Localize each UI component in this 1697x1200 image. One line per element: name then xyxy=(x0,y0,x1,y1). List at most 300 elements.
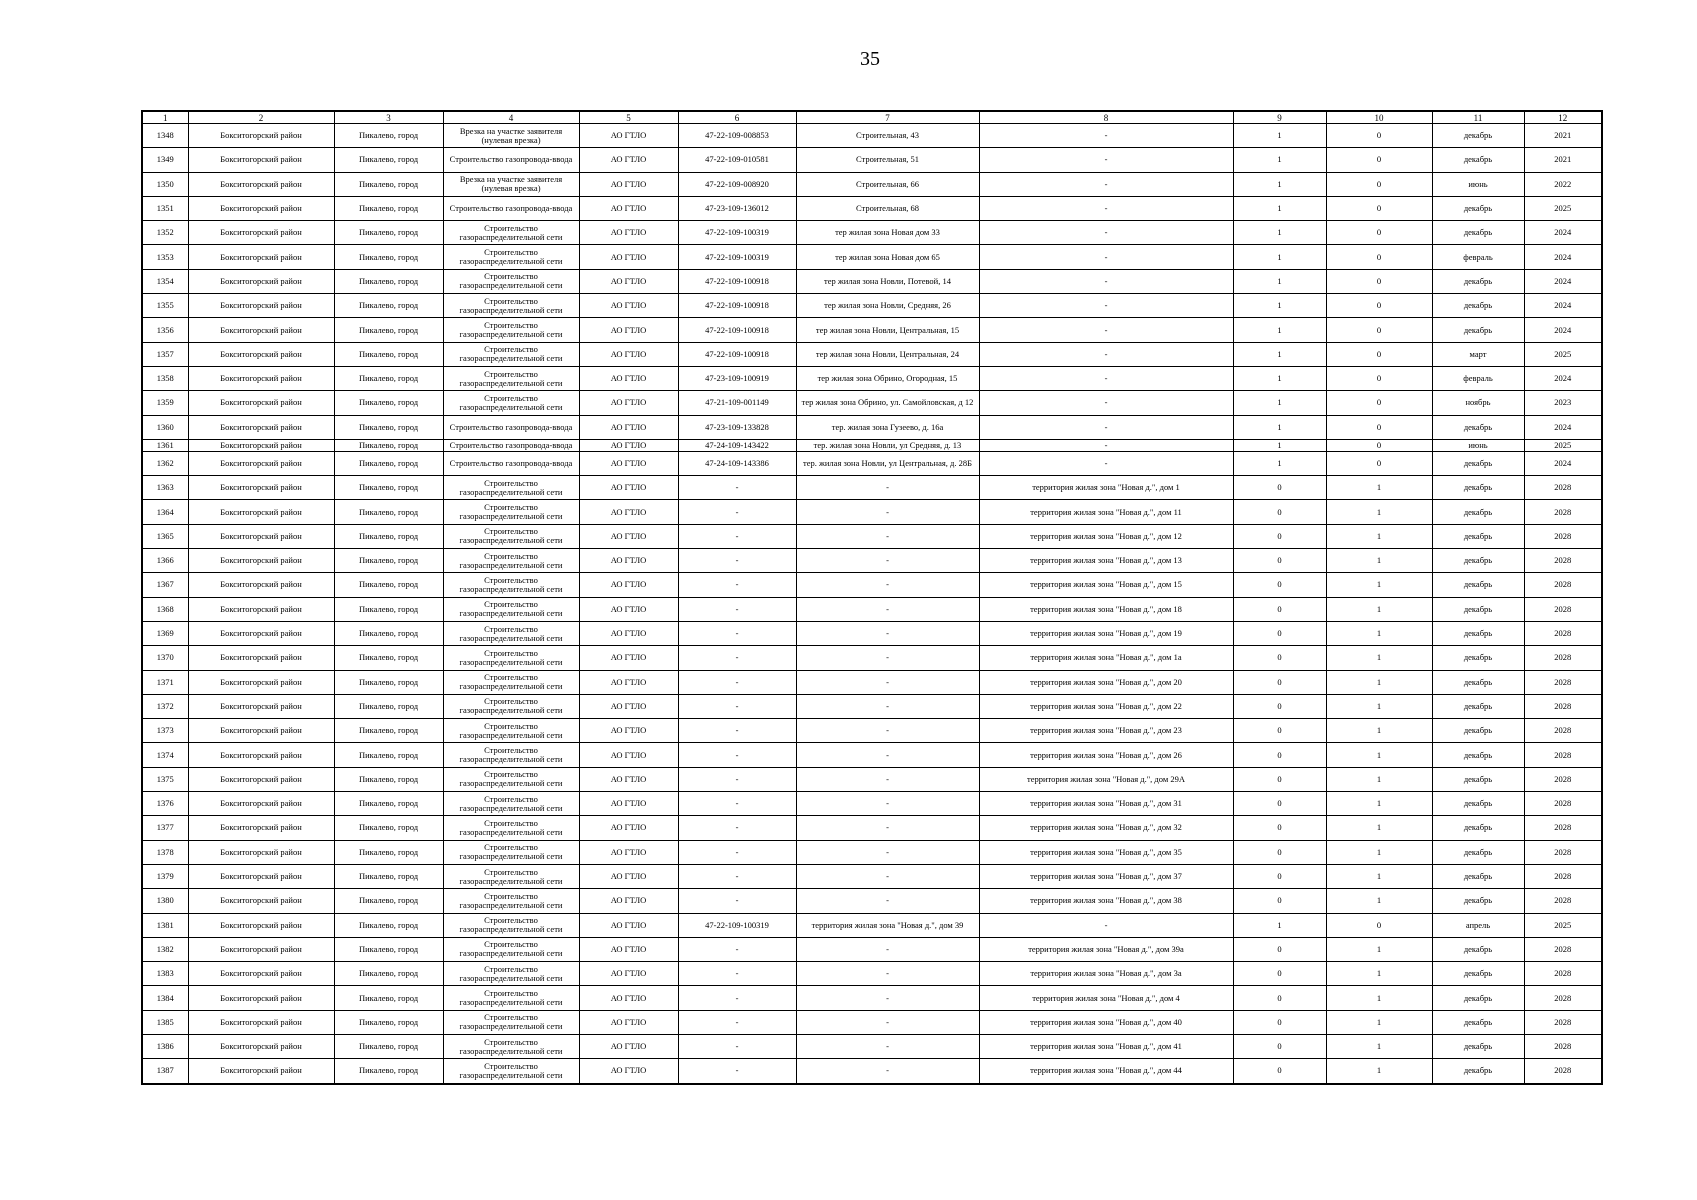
table-cell: территория жилая зона "Новая д.", дом 11 xyxy=(979,500,1233,524)
table-cell: март xyxy=(1432,342,1524,366)
table-cell: Пикалево, город xyxy=(334,366,443,390)
table-cell: 1 xyxy=(1326,597,1432,621)
table-cell: АО ГТЛО xyxy=(579,500,678,524)
table-cell: 0 xyxy=(1326,124,1432,148)
table-cell: июнь xyxy=(1432,439,1524,451)
table-cell: декабрь xyxy=(1432,864,1524,888)
table-cell: 1 xyxy=(1233,391,1326,415)
table-cell: Строительство газораспределительной сети xyxy=(443,1034,579,1058)
table-cell: 0 xyxy=(1233,597,1326,621)
table-cell: 2028 xyxy=(1524,500,1602,524)
table-cell: 1354 xyxy=(142,269,188,293)
table-cell: АО ГТЛО xyxy=(579,1059,678,1084)
table-cell: 1 xyxy=(1326,573,1432,597)
table-cell: 2028 xyxy=(1524,743,1602,767)
table-cell: 1383 xyxy=(142,962,188,986)
table-row xyxy=(142,524,1602,548)
table-cell: территория жилая зона "Новая д.", дом 37 xyxy=(979,864,1233,888)
table-cell: - xyxy=(678,549,796,573)
table-cell: 1 xyxy=(1326,1010,1432,1034)
table-cell: 2028 xyxy=(1524,524,1602,548)
table-cell: 1385 xyxy=(142,1010,188,1034)
table-cell: Бокситогорский район xyxy=(188,1034,334,1058)
column-header: 7 xyxy=(796,111,979,124)
table-cell: 1379 xyxy=(142,864,188,888)
table-cell: - xyxy=(678,670,796,694)
table-cell: территория жилая зона "Новая д.", дом 13 xyxy=(979,549,1233,573)
table-cell: Пикалево, город xyxy=(334,391,443,415)
table-row xyxy=(142,148,1602,172)
table-cell: декабрь xyxy=(1432,1010,1524,1034)
table-cell: 47-24-109-143386 xyxy=(678,451,796,475)
table-cell: 2028 xyxy=(1524,986,1602,1010)
table-cell: 1 xyxy=(1233,172,1326,196)
table-cell: 47-22-109-100918 xyxy=(678,269,796,293)
table-cell: 2025 xyxy=(1524,913,1602,937)
table-cell: 1 xyxy=(1326,1059,1432,1084)
table-cell: - xyxy=(678,986,796,1010)
table-cell: - xyxy=(678,962,796,986)
table-cell: ноябрь xyxy=(1432,391,1524,415)
table-cell: 2024 xyxy=(1524,245,1602,269)
table-header xyxy=(142,111,1602,124)
table-cell: АО ГТЛО xyxy=(579,621,678,645)
table-cell: декабрь xyxy=(1432,524,1524,548)
table-cell: Бокситогорский район xyxy=(188,864,334,888)
table-cell: АО ГТЛО xyxy=(579,694,678,718)
table-cell: АО ГТЛО xyxy=(579,889,678,913)
column-header: 9 xyxy=(1233,111,1326,124)
table-cell: АО ГТЛО xyxy=(579,719,678,743)
table-cell: 2025 xyxy=(1524,342,1602,366)
table-cell: Строительство газораспределительной сети xyxy=(443,840,579,864)
table-cell: 2028 xyxy=(1524,476,1602,500)
table-cell: 1 xyxy=(1326,549,1432,573)
table-cell: - xyxy=(678,840,796,864)
table-cell: 0 xyxy=(1233,743,1326,767)
table-cell: Строительство газораспределительной сети xyxy=(443,573,579,597)
table-cell: декабрь xyxy=(1432,294,1524,318)
table-row xyxy=(142,549,1602,573)
table-cell: Строительство газораспределительной сети xyxy=(443,986,579,1010)
table-cell: - xyxy=(979,439,1233,451)
table-cell: АО ГТЛО xyxy=(579,124,678,148)
table-cell: 47-23-109-136012 xyxy=(678,196,796,220)
table-cell: 1 xyxy=(1233,318,1326,342)
table-cell: - xyxy=(678,864,796,888)
table-body xyxy=(142,124,1602,1084)
table-cell: АО ГТЛО xyxy=(579,415,678,439)
table-cell: - xyxy=(678,597,796,621)
table-cell: 2028 xyxy=(1524,767,1602,791)
table-cell: территория жилая зона "Новая д.", дом 41 xyxy=(979,1034,1233,1058)
table-cell: 47-24-109-143422 xyxy=(678,439,796,451)
table-cell: 0 xyxy=(1233,1034,1326,1058)
table-cell: декабрь xyxy=(1432,767,1524,791)
table-cell: 1367 xyxy=(142,573,188,597)
table-cell: территория жилая зона "Новая д.", дом 32 xyxy=(979,816,1233,840)
table-cell: 2028 xyxy=(1524,840,1602,864)
table-row xyxy=(142,816,1602,840)
table-cell: 0 xyxy=(1233,500,1326,524)
table-cell: 0 xyxy=(1326,221,1432,245)
table-cell: Пикалево, город xyxy=(334,840,443,864)
table-row xyxy=(142,864,1602,888)
table-row xyxy=(142,621,1602,645)
table-cell: 1361 xyxy=(142,439,188,451)
table-cell: Строительство газораспределительной сети xyxy=(443,816,579,840)
table-row xyxy=(142,719,1602,743)
table-cell: 1350 xyxy=(142,172,188,196)
table-cell: 1371 xyxy=(142,670,188,694)
table-cell: - xyxy=(678,694,796,718)
table-cell: Строительство газораспределительной сети xyxy=(443,646,579,670)
table-cell: - xyxy=(796,1059,979,1084)
table-cell: 0 xyxy=(1326,415,1432,439)
table-cell: - xyxy=(979,269,1233,293)
table-cell: 0 xyxy=(1233,1010,1326,1034)
table-cell: 0 xyxy=(1326,294,1432,318)
table-cell: Пикалево, город xyxy=(334,913,443,937)
table-cell: 2021 xyxy=(1524,148,1602,172)
table-cell: декабрь xyxy=(1432,621,1524,645)
table-cell: Бокситогорский район xyxy=(188,415,334,439)
table-cell: Бокситогорский район xyxy=(188,840,334,864)
table-cell: - xyxy=(979,451,1233,475)
table-cell: Строительство газопровода-ввода xyxy=(443,148,579,172)
table-cell: Строительная, 66 xyxy=(796,172,979,196)
table-cell: Строительство газораспределительной сети xyxy=(443,962,579,986)
table-cell: АО ГТЛО xyxy=(579,646,678,670)
table-cell: апрель xyxy=(1432,913,1524,937)
table-cell: Пикалево, город xyxy=(334,962,443,986)
table-cell: Врезка на участке заявителя (нулевая врезка) xyxy=(443,124,579,148)
table-cell: 1348 xyxy=(142,124,188,148)
table-cell: Бокситогорский район xyxy=(188,694,334,718)
table-cell: 2028 xyxy=(1524,1010,1602,1034)
table-row xyxy=(142,221,1602,245)
table-cell: 1 xyxy=(1326,937,1432,961)
table-cell: - xyxy=(979,913,1233,937)
table-cell: 1 xyxy=(1233,342,1326,366)
table-cell: - xyxy=(678,719,796,743)
table-cell: Строительство газораспределительной сети xyxy=(443,245,579,269)
table-cell: тер жилая зона Новли, Центральная, 24 xyxy=(796,342,979,366)
table-cell: Пикалево, город xyxy=(334,500,443,524)
table-cell: - xyxy=(678,524,796,548)
table-row xyxy=(142,500,1602,524)
table-cell: - xyxy=(796,549,979,573)
table-cell: Строительство газораспределительной сети xyxy=(443,500,579,524)
table-cell: - xyxy=(796,816,979,840)
table-cell: - xyxy=(796,986,979,1010)
table-cell: 1363 xyxy=(142,476,188,500)
table-cell: АО ГТЛО xyxy=(579,342,678,366)
table-cell: Бокситогорский район xyxy=(188,342,334,366)
table-cell: Бокситогорский район xyxy=(188,621,334,645)
table-cell: АО ГТЛО xyxy=(579,767,678,791)
table-cell: Строительство газораспределительной сети xyxy=(443,342,579,366)
table-cell: Бокситогорский район xyxy=(188,549,334,573)
table-cell: территория жилая зона "Новая д.", дом 29А xyxy=(979,767,1233,791)
table-row xyxy=(142,573,1602,597)
table-cell: Строительство газопровода-ввода xyxy=(443,451,579,475)
table-cell: 1366 xyxy=(142,549,188,573)
table-row xyxy=(142,840,1602,864)
table-cell: АО ГТЛО xyxy=(579,439,678,451)
table-cell: декабрь xyxy=(1432,840,1524,864)
table-cell: Пикалево, город xyxy=(334,719,443,743)
table-cell: 1 xyxy=(1326,500,1432,524)
table-cell: 1 xyxy=(1326,670,1432,694)
table-cell: - xyxy=(796,573,979,597)
table-cell: Бокситогорский район xyxy=(188,1059,334,1084)
column-header: 3 xyxy=(334,111,443,124)
table-cell: тер жилая зона Новая дом 65 xyxy=(796,245,979,269)
table-cell: Строительная, 68 xyxy=(796,196,979,220)
table-cell: Пикалево, город xyxy=(334,294,443,318)
table-cell: 47-21-109-001149 xyxy=(678,391,796,415)
table-row xyxy=(142,124,1602,148)
column-header: 10 xyxy=(1326,111,1432,124)
table-cell: АО ГТЛО xyxy=(579,670,678,694)
table-cell: 1382 xyxy=(142,937,188,961)
table-cell: 2024 xyxy=(1524,294,1602,318)
table-cell: декабрь xyxy=(1432,318,1524,342)
table-cell: Пикалево, город xyxy=(334,1059,443,1084)
table-cell: - xyxy=(979,318,1233,342)
column-header: 11 xyxy=(1432,111,1524,124)
table-cell: 1 xyxy=(1326,1034,1432,1058)
table-cell: 2023 xyxy=(1524,391,1602,415)
table-cell: - xyxy=(678,937,796,961)
table-cell: - xyxy=(979,221,1233,245)
table-cell: 0 xyxy=(1233,549,1326,573)
table-cell: 1359 xyxy=(142,391,188,415)
table-cell: территория жилая зона "Новая д.", дом 15 xyxy=(979,573,1233,597)
table-row xyxy=(142,1010,1602,1034)
table-cell: Бокситогорский район xyxy=(188,646,334,670)
table-cell: Пикалево, город xyxy=(334,476,443,500)
table-cell: Пикалево, город xyxy=(334,124,443,148)
table-cell: Пикалево, город xyxy=(334,864,443,888)
page-number: 35 xyxy=(860,48,880,70)
table-row xyxy=(142,391,1602,415)
table-cell: АО ГТЛО xyxy=(579,524,678,548)
table-cell: - xyxy=(796,840,979,864)
table-cell: Бокситогорский район xyxy=(188,937,334,961)
table-cell: декабрь xyxy=(1432,573,1524,597)
table-cell: 1 xyxy=(1326,743,1432,767)
table-cell: 2028 xyxy=(1524,719,1602,743)
table-cell: - xyxy=(678,573,796,597)
table-cell: декабрь xyxy=(1432,694,1524,718)
table-cell: АО ГТЛО xyxy=(579,1010,678,1034)
table-cell: 1 xyxy=(1233,124,1326,148)
table-cell: 2024 xyxy=(1524,366,1602,390)
table-cell: Бокситогорский район xyxy=(188,986,334,1010)
table-cell: декабрь xyxy=(1432,962,1524,986)
table-cell: 1365 xyxy=(142,524,188,548)
table-cell: 47-22-109-100918 xyxy=(678,342,796,366)
table-cell: 0 xyxy=(1233,792,1326,816)
table-cell: декабрь xyxy=(1432,816,1524,840)
table-cell: Пикалево, город xyxy=(334,937,443,961)
table-cell: 0 xyxy=(1326,391,1432,415)
table-cell: тер жилая зона Новли, Центральная, 15 xyxy=(796,318,979,342)
table-cell: Бокситогорский район xyxy=(188,500,334,524)
column-header: 8 xyxy=(979,111,1233,124)
table-cell: Строительство газораспределительной сети xyxy=(443,913,579,937)
table-cell: декабрь xyxy=(1432,269,1524,293)
table-cell: декабрь xyxy=(1432,743,1524,767)
table-cell: 1368 xyxy=(142,597,188,621)
table-cell: Бокситогорский район xyxy=(188,743,334,767)
table-row xyxy=(142,694,1602,718)
table-cell: 2028 xyxy=(1524,792,1602,816)
table-row xyxy=(142,962,1602,986)
table-cell: 0 xyxy=(1326,342,1432,366)
table-cell: Строительство газораспределительной сети xyxy=(443,719,579,743)
table-cell: Бокситогорский район xyxy=(188,889,334,913)
table-cell: 2025 xyxy=(1524,196,1602,220)
table-cell: - xyxy=(678,646,796,670)
table-cell: Бокситогорский район xyxy=(188,573,334,597)
table-cell: 1356 xyxy=(142,318,188,342)
table-cell: - xyxy=(979,342,1233,366)
table-cell: Бокситогорский район xyxy=(188,245,334,269)
table-cell: Бокситогорский район xyxy=(188,221,334,245)
table-cell: 1364 xyxy=(142,500,188,524)
table-cell: декабрь xyxy=(1432,415,1524,439)
table-cell: декабрь xyxy=(1432,937,1524,961)
table-cell: декабрь xyxy=(1432,148,1524,172)
table-cell: АО ГТЛО xyxy=(579,172,678,196)
table-cell: Пикалево, город xyxy=(334,889,443,913)
table-cell: 1372 xyxy=(142,694,188,718)
table-row xyxy=(142,366,1602,390)
table-cell: 1 xyxy=(1233,913,1326,937)
table-cell: тер. жилая зона Гузеево, д. 16а xyxy=(796,415,979,439)
table-cell: 47-22-109-010581 xyxy=(678,148,796,172)
table-cell: 0 xyxy=(1326,148,1432,172)
table-cell: АО ГТЛО xyxy=(579,318,678,342)
table-cell: 1374 xyxy=(142,743,188,767)
table-cell: декабрь xyxy=(1432,221,1524,245)
table-cell: Строительство газораспределительной сети xyxy=(443,792,579,816)
table-cell: - xyxy=(796,767,979,791)
table-row xyxy=(142,342,1602,366)
table-cell: 0 xyxy=(1326,269,1432,293)
table-cell: Строительство газораспределительной сети xyxy=(443,318,579,342)
table-cell: 0 xyxy=(1233,694,1326,718)
table-cell: - xyxy=(678,621,796,645)
table-cell: АО ГТЛО xyxy=(579,1034,678,1058)
table-cell: - xyxy=(979,148,1233,172)
table-row xyxy=(142,792,1602,816)
table-cell: Пикалево, город xyxy=(334,196,443,220)
table-cell: тер жилая зона Новая дом 33 xyxy=(796,221,979,245)
table-cell: 0 xyxy=(1233,524,1326,548)
table-cell: 1373 xyxy=(142,719,188,743)
table-cell: АО ГТЛО xyxy=(579,549,678,573)
table-cell: 1351 xyxy=(142,196,188,220)
table-cell: Врезка на участке заявителя (нулевая врезка) xyxy=(443,172,579,196)
table-row xyxy=(142,1034,1602,1058)
table-cell: территория жилая зона "Новая д.", дом 26 xyxy=(979,743,1233,767)
table-cell: 1 xyxy=(1233,366,1326,390)
table-cell: АО ГТЛО xyxy=(579,937,678,961)
table-cell: Пикалево, город xyxy=(334,549,443,573)
table-cell: Строительство газораспределительной сети xyxy=(443,294,579,318)
table-cell: 1349 xyxy=(142,148,188,172)
table-cell: Строительство газораспределительной сети xyxy=(443,767,579,791)
table-cell: 2028 xyxy=(1524,1059,1602,1084)
table-cell: 0 xyxy=(1326,913,1432,937)
table-cell: АО ГТЛО xyxy=(579,913,678,937)
table-cell: 0 xyxy=(1326,245,1432,269)
table-cell: территория жилая зона "Новая д.", дом 40 xyxy=(979,1010,1233,1034)
table-cell: 2028 xyxy=(1524,937,1602,961)
table-cell: территория жилая зона "Новая д.", дом 39 xyxy=(796,913,979,937)
table-cell: - xyxy=(678,792,796,816)
table-cell: АО ГТЛО xyxy=(579,221,678,245)
table-cell: декабрь xyxy=(1432,1059,1524,1084)
table-cell: Бокситогорский район xyxy=(188,476,334,500)
table-cell: АО ГТЛО xyxy=(579,148,678,172)
column-header: 12 xyxy=(1524,111,1602,124)
table-cell: Бокситогорский район xyxy=(188,294,334,318)
table-cell: 2024 xyxy=(1524,451,1602,475)
table-cell: Пикалево, город xyxy=(334,816,443,840)
table-cell: 2024 xyxy=(1524,415,1602,439)
table-cell: территория жилая зона "Новая д.", дом 12 xyxy=(979,524,1233,548)
table-cell: Строительство газораспределительной сети xyxy=(443,597,579,621)
table-cell: - xyxy=(979,172,1233,196)
table-row xyxy=(142,767,1602,791)
table-cell: территория жилая зона "Новая д.", дом 1 xyxy=(979,476,1233,500)
table-cell: Бокситогорский район xyxy=(188,196,334,220)
table-cell: 0 xyxy=(1233,719,1326,743)
table-cell: 2028 xyxy=(1524,962,1602,986)
table-cell: декабрь xyxy=(1432,1034,1524,1058)
table-cell: Пикалево, город xyxy=(334,767,443,791)
table-cell: Пикалево, город xyxy=(334,597,443,621)
table-cell: 1353 xyxy=(142,245,188,269)
table-row xyxy=(142,889,1602,913)
table-cell: АО ГТЛО xyxy=(579,792,678,816)
table-cell: - xyxy=(796,1034,979,1058)
table-cell: Бокситогорский район xyxy=(188,962,334,986)
table-cell: 2028 xyxy=(1524,573,1602,597)
table-cell: Пикалево, город xyxy=(334,743,443,767)
table-row xyxy=(142,937,1602,961)
table-cell: 1 xyxy=(1326,962,1432,986)
header-row xyxy=(142,111,1602,124)
table-cell: АО ГТЛО xyxy=(579,573,678,597)
table-cell: 0 xyxy=(1233,573,1326,597)
table-cell: территория жилая зона "Новая д.", дом 35 xyxy=(979,840,1233,864)
table-cell: 0 xyxy=(1326,366,1432,390)
table-cell: декабрь xyxy=(1432,124,1524,148)
table-row xyxy=(142,913,1602,937)
table-cell: июнь xyxy=(1432,172,1524,196)
table-cell: Строительство газораспределительной сети xyxy=(443,937,579,961)
table-cell: АО ГТЛО xyxy=(579,196,678,220)
table-cell: Бокситогорский район xyxy=(188,451,334,475)
table-cell: 0 xyxy=(1326,439,1432,451)
table-cell: Строительство газопровода-ввода xyxy=(443,415,579,439)
